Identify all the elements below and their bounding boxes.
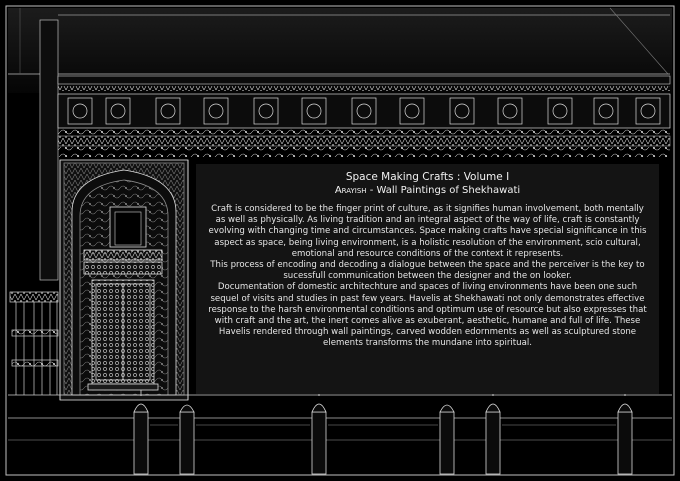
- subtitle-rest: - Wall Paintings of Shekhawati: [366, 185, 521, 196]
- painted-panels-row: [58, 94, 670, 128]
- subtitle-keyword: Arayish: [334, 185, 367, 196]
- page-title: Space Making Crafts : Volume I: [345, 171, 510, 183]
- page-subtitle: [206, 184, 649, 198]
- description-body: [206, 204, 649, 350]
- parapet-finials: [134, 390, 632, 474]
- paragraph-2: This process of encoding and decoding a dialogue between the space and the perceiver is the key to sucessfull communication between the designer and the on looker.: [210, 260, 645, 282]
- paragraph-1: Craft is considered to be the finger print of culture, as it signifies human involvement, both mentally as well as physically. As living tradition and an integral aspect of the way of life, craft is constantly evolving with changing time and circumstances. Space making crafts have special significance in this aspect as space, being living environment, is a holistic resolution of the environment, scio cultural, emotional and resource conditions of the context it represents.: [208, 204, 647, 259]
- paragraph-3: Documentation of domestic architechture and spaces of living environments have been one such sequel of visits and studies in past few years. Havelis at Shekhawati not only demonstrates effective response to the harsh environmental conditions and optimum use of resource but also expresses that with craft and the art, the inert comes alive as exuberant, aesthetic, humane and full of life. These Havelis rendered through wall paintings, carved wodden edornments as well as sculptured stone elements transforms the mundane into spiritual.: [208, 282, 647, 349]
- left-colonnade: [10, 292, 58, 395]
- ornate-window-niche: [60, 160, 188, 400]
- description-panel: [196, 164, 659, 394]
